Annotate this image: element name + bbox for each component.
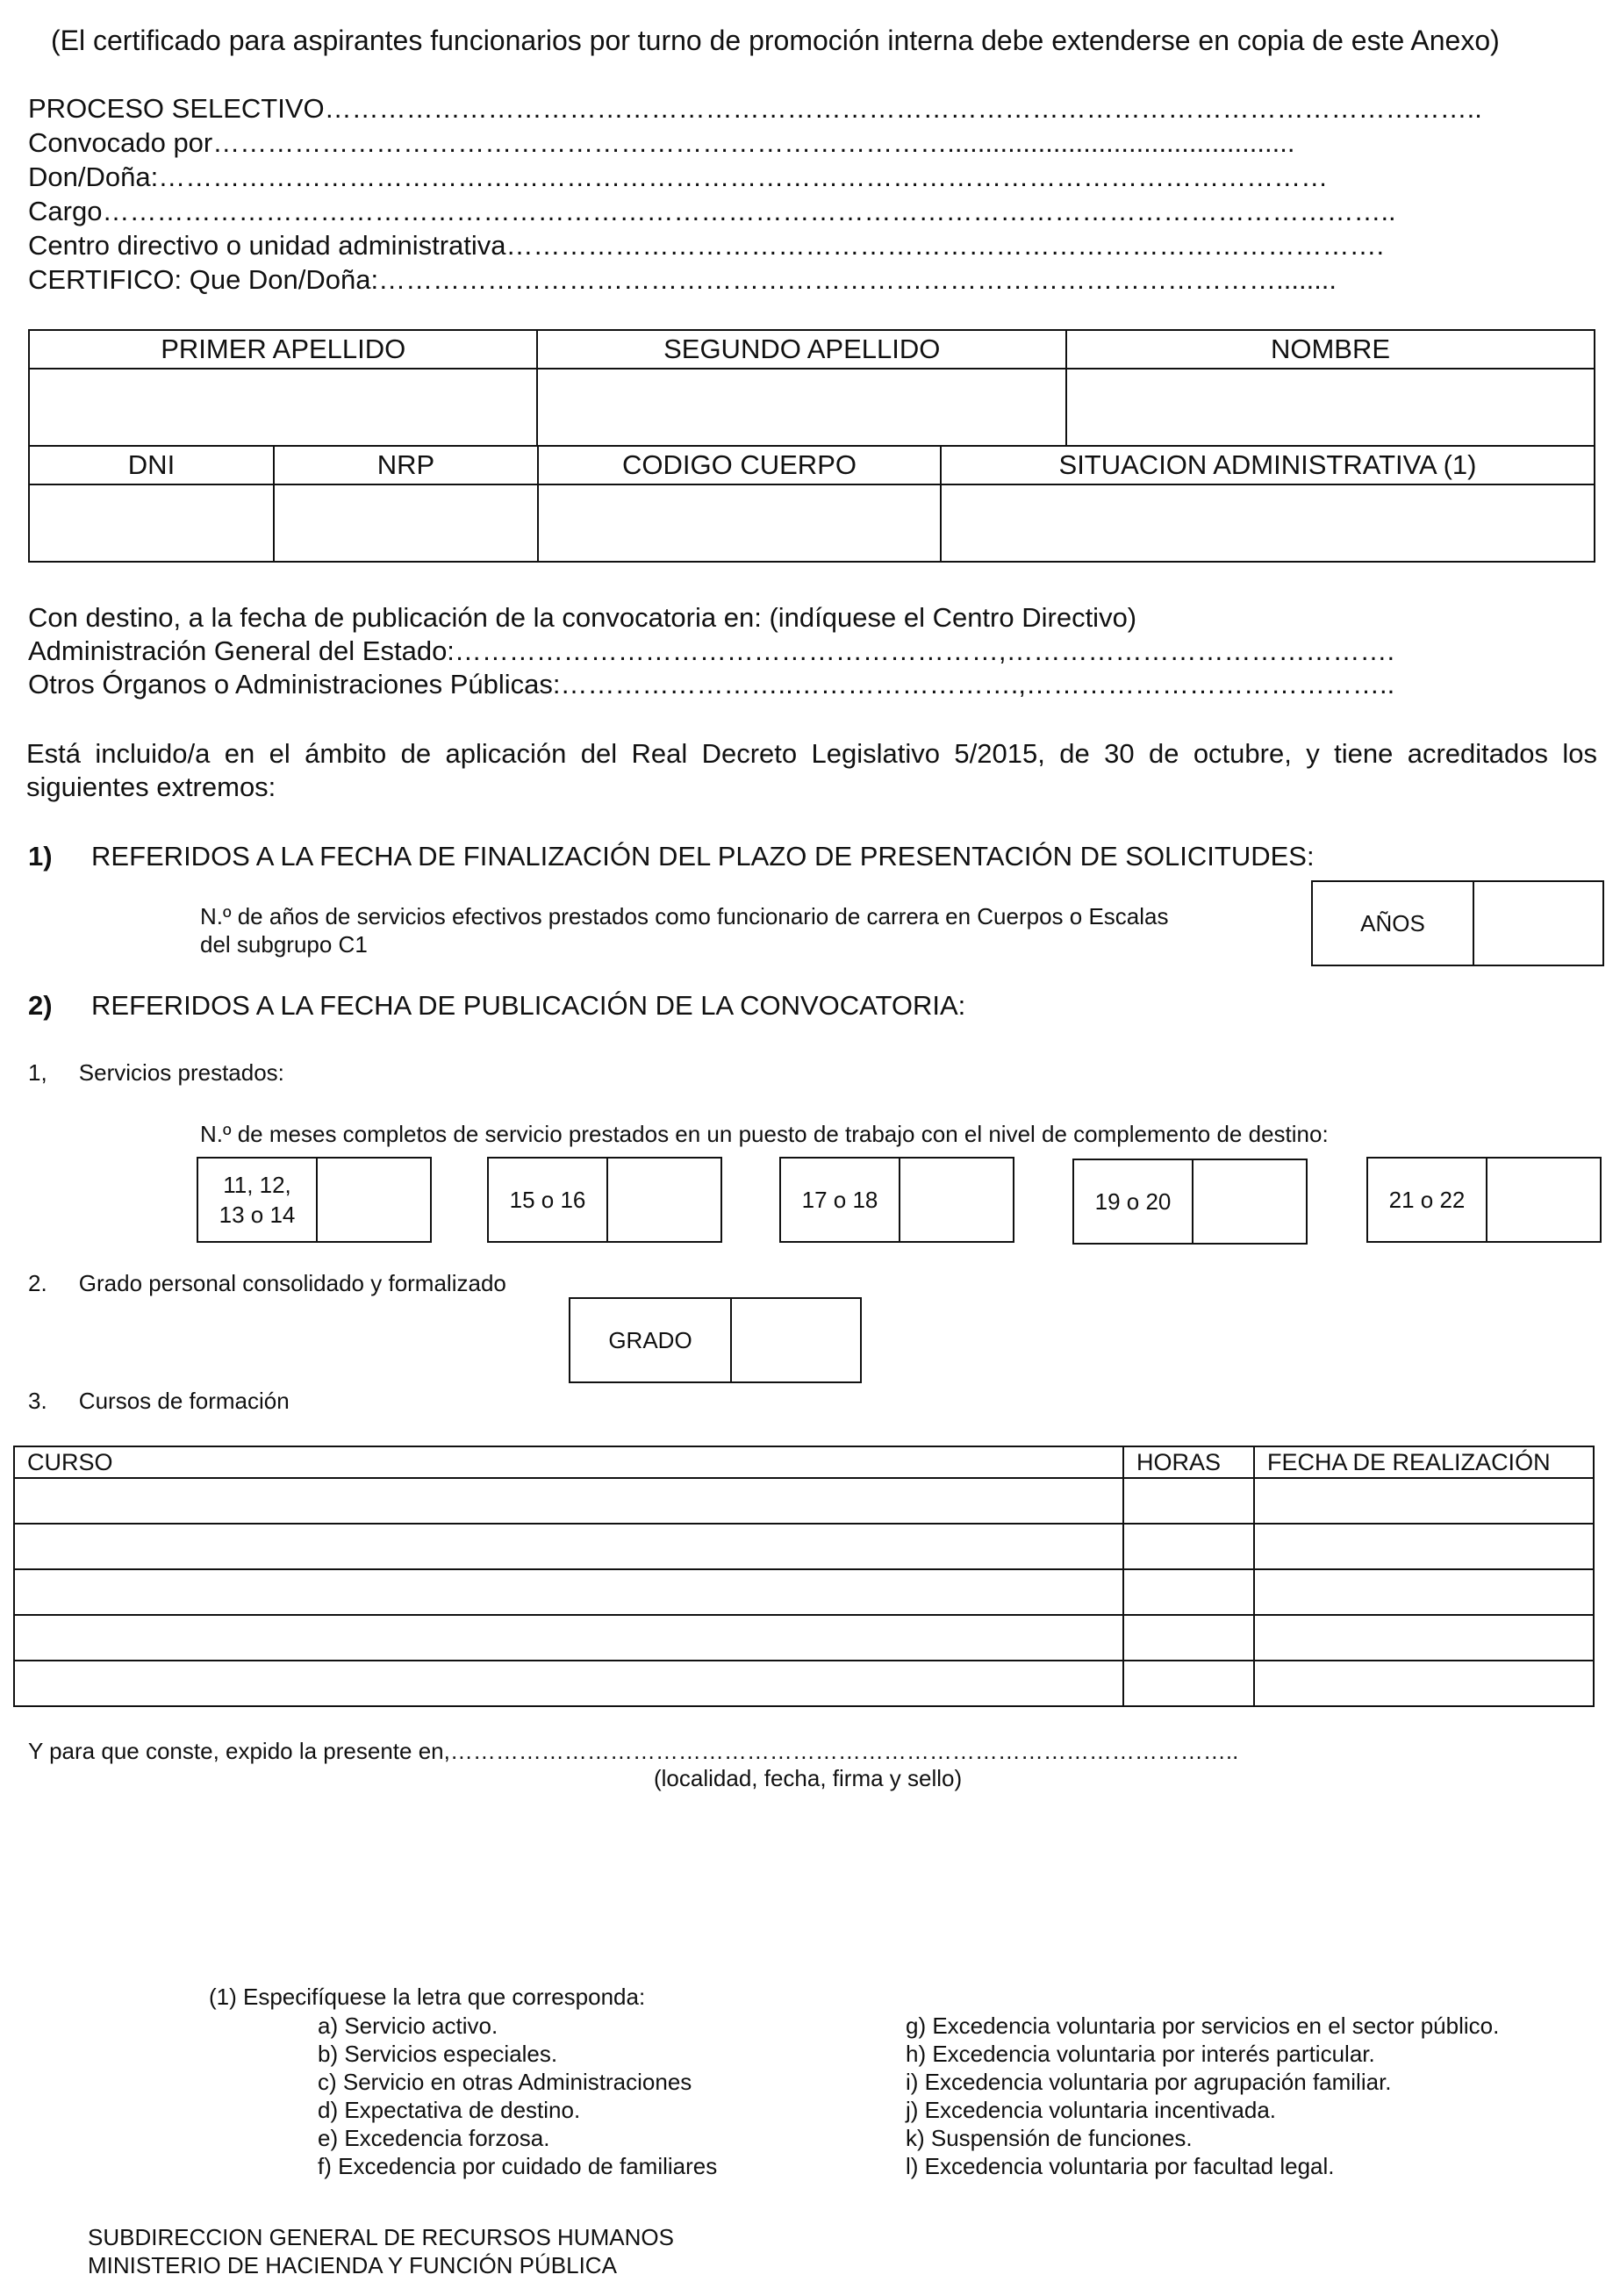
level-input-17-18[interactable]	[900, 1159, 1013, 1241]
hours-cell[interactable]	[1123, 1661, 1254, 1706]
signature-line1: SUBDIRECCION GENERAL DE RECURSOS HUMANOS	[88, 2224, 674, 2250]
footnote-right-list	[906, 2012, 1499, 2180]
footnote-item: i) Excedencia voluntaria por agrupación familiar.	[906, 2069, 1392, 2095]
section2-title: REFERIDOS A LA FECHA DE PUBLICACIÓN DE LA CONVOCATORIA:	[91, 990, 966, 1021]
course-cell[interactable]	[14, 1524, 1123, 1569]
signature-block	[88, 2223, 674, 2279]
footnote-item: l) Excedencia voluntaria por facultad legal.	[906, 2153, 1335, 2179]
date-cell[interactable]	[1254, 1524, 1594, 1569]
date-cell[interactable]	[1254, 1661, 1594, 1706]
cell-situacion-administrativa[interactable]	[941, 484, 1595, 562]
level-box-15-16	[487, 1157, 722, 1243]
footnote-item: j) Excedencia voluntaria incentivada.	[906, 2097, 1277, 2123]
date-cell[interactable]	[1254, 1478, 1594, 1524]
cell-dni[interactable]	[29, 484, 274, 562]
field-administracion-general[interactable]: Administración General del Estado:……………………………………………………,…………………………………….	[28, 635, 1395, 666]
cursos-formacion-label: 3. Cursos de formación	[28, 1388, 290, 1414]
header-nrp: NRP	[274, 446, 538, 484]
level-input-15-16[interactable]	[608, 1159, 720, 1241]
course-row	[14, 1661, 1594, 1706]
footnote-item: k) Suspensión de funciones.	[906, 2125, 1193, 2151]
section1-text: N.º de años de servicios efectivos prestados como funcionario de carrera en Cuerpos o Escalas del subgrupo C1	[200, 903, 1169, 958]
hours-cell[interactable]	[1123, 1569, 1254, 1615]
field-don-dona[interactable]: Don/Doña:…………………………………………………………………………………………………………………	[28, 161, 1329, 192]
header-primer-apellido: PRIMER APELLIDO	[29, 330, 537, 369]
header-fecha-realizacion: FECHA DE REALIZACIÓN	[1254, 1446, 1594, 1478]
courses-table	[13, 1446, 1595, 1707]
section1-number: 1)	[28, 841, 53, 872]
footnote-item: h) Excedencia voluntaria por interés particular.	[906, 2041, 1375, 2067]
field-proceso-selectivo[interactable]: PROCESO SELECTIVO………………………………………………………………………………………………………………..	[28, 93, 1482, 124]
header-codigo-cuerpo: CODIGO CUERPO	[538, 446, 941, 484]
field-certifico[interactable]: CERTIFICO: Que Don/Doña:………………………………………………………………………………………........	[28, 264, 1337, 295]
header-curso: CURSO	[14, 1446, 1123, 1478]
level-label-11-14: 11, 12, 13 o 14	[198, 1159, 318, 1241]
level-box-19-20	[1072, 1159, 1308, 1245]
header-note: (El certificado para aspirantes funcionarios por turno de promoción interna debe extenderse en copia de este Anexo)	[51, 25, 1500, 56]
header-situacion-administrativa: SITUACION ADMINISTRATIVA (1)	[941, 446, 1595, 484]
form-fields	[28, 93, 1592, 298]
cell-nrp[interactable]	[274, 484, 538, 562]
footnote-item: f) Excedencia por cuidado de familiares	[318, 2153, 718, 2179]
date-cell[interactable]	[1254, 1615, 1594, 1661]
field-convocado-por[interactable]: Convocado por………………………………………………………………………..............................................	[28, 127, 1295, 158]
course-cell[interactable]	[14, 1569, 1123, 1615]
level-box-21-22	[1366, 1157, 1602, 1243]
cell-primer-apellido[interactable]	[29, 369, 537, 446]
level-input-11-14[interactable]	[318, 1159, 430, 1241]
level-label-15-16: 15 o 16	[489, 1159, 608, 1241]
cell-nombre[interactable]	[1066, 369, 1595, 446]
course-row	[14, 1569, 1594, 1615]
footnote-item: c) Servicio en otras Administraciones	[318, 2069, 692, 2095]
anos-input[interactable]	[1474, 882, 1602, 965]
section1-title: REFERIDOS A LA FECHA DE FINALIZACIÓN DEL PLAZO DE PRESENTACIÓN DE SOLICITUDES:	[91, 841, 1315, 872]
header-horas: HORAS	[1123, 1446, 1254, 1478]
header-segundo-apellido: SEGUNDO APELLIDO	[537, 330, 1066, 369]
footnote-left-list	[318, 2012, 717, 2180]
grado-label: GRADO	[570, 1299, 732, 1381]
level-label-19-20: 19 o 20	[1074, 1160, 1193, 1243]
course-row	[14, 1615, 1594, 1661]
course-row	[14, 1478, 1594, 1524]
footnote-title: (1) Especifíquese la letra que corresponda:	[209, 1984, 646, 2010]
field-otros-organos[interactable]: Otros Órganos o Administraciones Públicas:……………………..…………………….,…………………………………..	[28, 669, 1395, 700]
level-label-21-22: 21 o 22	[1368, 1159, 1487, 1241]
section2-number: 2)	[28, 990, 53, 1021]
hours-cell[interactable]	[1123, 1478, 1254, 1524]
hours-cell[interactable]	[1123, 1615, 1254, 1661]
footnote-item: b) Servicios especiales.	[318, 2041, 558, 2067]
expido-line[interactable]: Y para que conste, expido la presente en,…………………………………………………………………………………………..	[28, 1738, 1239, 1764]
level-input-19-20[interactable]	[1193, 1160, 1306, 1243]
destino-intro: Con destino, a la fecha de publicación de la convocatoria en: (indíquese el Centro Directivo)	[28, 602, 1137, 633]
footnote-item: e) Excedencia forzosa.	[318, 2125, 550, 2151]
header-dni: DNI	[29, 446, 274, 484]
cell-segundo-apellido[interactable]	[537, 369, 1066, 446]
ambito-paragraph: Está incluido/a en el ámbito de aplicación del Real Decreto Legislativo 5/2015, de 30 de octubre, y tiene acreditados los siguientes extremos:	[26, 738, 1597, 802]
destino-section	[28, 602, 1592, 702]
footnote-item: a) Servicio activo.	[318, 2013, 498, 2039]
course-cell[interactable]	[14, 1661, 1123, 1706]
admin-data-table	[28, 445, 1595, 563]
expido-sub: (localidad, fecha, firma y sello)	[654, 1765, 963, 1791]
grado-personal-label: 2. Grado personal consolidado y formalizado	[28, 1270, 506, 1296]
personal-data-table	[28, 329, 1595, 447]
anos-label: AÑOS	[1313, 882, 1474, 965]
field-cargo[interactable]: Cargo……………………………………………………………………………………………………………………………..	[28, 196, 1396, 226]
header-nombre: NOMBRE	[1066, 330, 1595, 369]
course-cell[interactable]	[14, 1615, 1123, 1661]
level-box-17-18	[779, 1157, 1014, 1243]
course-cell[interactable]	[14, 1478, 1123, 1524]
signature-line2: MINISTERIO DE HACIENDA Y FUNCIÓN PÚBLICA	[88, 2252, 617, 2278]
course-row	[14, 1524, 1594, 1569]
cell-codigo-cuerpo[interactable]	[538, 484, 941, 562]
level-label-17-18: 17 o 18	[781, 1159, 900, 1241]
field-centro-directivo[interactable]: Centro directivo o unidad administrativa…………………………………………………………………………………….	[28, 230, 1385, 261]
anos-box	[1311, 880, 1604, 966]
level-input-21-22[interactable]	[1487, 1159, 1600, 1241]
meses-text: N.º de meses completos de servicio prestados en un puesto de trabajo con el nivel de complemento de destino:	[200, 1121, 1329, 1147]
grado-box	[569, 1297, 862, 1383]
hours-cell[interactable]	[1123, 1524, 1254, 1569]
footnote-item: g) Excedencia voluntaria por servicios en el sector público.	[906, 2013, 1500, 2039]
level-box-11-14	[197, 1157, 432, 1243]
footnote-item: d) Expectativa de destino.	[318, 2097, 581, 2123]
grado-input[interactable]	[732, 1299, 860, 1381]
servicios-prestados-label: 1, Servicios prestados:	[28, 1059, 284, 1086]
date-cell[interactable]	[1254, 1569, 1594, 1615]
